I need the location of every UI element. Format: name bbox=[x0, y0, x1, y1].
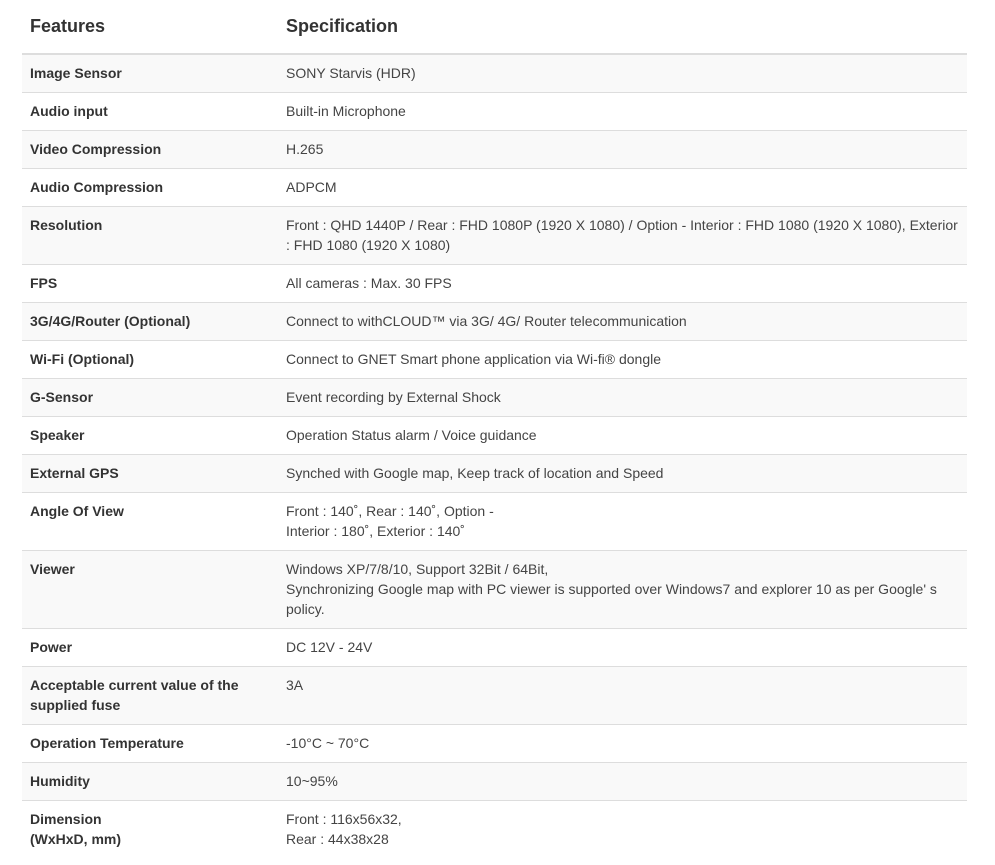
table-row bbox=[22, 131, 967, 169]
spec-value: Connect to withCLOUD™ via 3G/ 4G/ Router telecommunication bbox=[278, 303, 967, 341]
feature-label: Video Compression bbox=[22, 131, 278, 169]
feature-label: Audio Compression bbox=[22, 169, 278, 207]
feature-label: FPS bbox=[22, 265, 278, 303]
features-heading: Features bbox=[22, 0, 278, 54]
spec-value: SONY Starvis (HDR) bbox=[278, 54, 967, 93]
spec-value: Front : 116x56x32, Rear : 44x38x28 bbox=[278, 801, 967, 859]
feature-label: Wi-Fi (Optional) bbox=[22, 341, 278, 379]
spec-value: Front : QHD 1440P / Rear : FHD 1080P (1920 X 1080) / Option - Interior : FHD 1080 (1920 X 1080), Exterior : FHD 1080 (1920 X 1080) bbox=[278, 207, 967, 265]
table-row bbox=[22, 379, 967, 417]
spec-value: Connect to GNET Smart phone application via Wi-fi® dongle bbox=[278, 341, 967, 379]
spec-value: Synched with Google map, Keep track of location and Speed bbox=[278, 455, 967, 493]
feature-label: 3G/4G/Router (Optional) bbox=[22, 303, 278, 341]
table-row bbox=[22, 725, 967, 763]
spec-table-header bbox=[22, 0, 967, 54]
table-row bbox=[22, 54, 967, 93]
spec-value: 3A bbox=[278, 667, 967, 725]
feature-label: Acceptable current value of the supplied fuse bbox=[22, 667, 278, 725]
table-row bbox=[22, 169, 967, 207]
table-row bbox=[22, 417, 967, 455]
feature-label: Audio input bbox=[22, 93, 278, 131]
spec-value: ADPCM bbox=[278, 169, 967, 207]
feature-label: Speaker bbox=[22, 417, 278, 455]
table-row bbox=[22, 667, 967, 725]
table-row bbox=[22, 801, 967, 859]
feature-label: External GPS bbox=[22, 455, 278, 493]
feature-label: Resolution bbox=[22, 207, 278, 265]
spec-value: Front : 140˚, Rear : 140˚, Option - Interior : 180˚, Exterior : 140˚ bbox=[278, 493, 967, 551]
feature-label: Angle Of View bbox=[22, 493, 278, 551]
table-row bbox=[22, 551, 967, 629]
spec-value: All cameras : Max. 30 FPS bbox=[278, 265, 967, 303]
header-row bbox=[22, 0, 967, 54]
table-row bbox=[22, 629, 967, 667]
feature-label: Operation Temperature bbox=[22, 725, 278, 763]
spec-value: DC 12V - 24V bbox=[278, 629, 967, 667]
table-row bbox=[22, 93, 967, 131]
spec-value: Built-in Microphone bbox=[278, 93, 967, 131]
specification-heading: Specification bbox=[278, 0, 967, 54]
spec-value: 10~95% bbox=[278, 763, 967, 801]
spec-value: -10°C ~ 70°C bbox=[278, 725, 967, 763]
table-row bbox=[22, 303, 967, 341]
spec-value: Windows XP/7/8/10, Support 32Bit / 64Bit, Synchronizing Google map with PC viewer is supported over Windows7 and explorer 10 as per Google' s policy. bbox=[278, 551, 967, 629]
spec-table-body bbox=[22, 54, 967, 858]
table-row bbox=[22, 493, 967, 551]
spec-value: Event recording by External Shock bbox=[278, 379, 967, 417]
spec-value: H.265 bbox=[278, 131, 967, 169]
table-row bbox=[22, 763, 967, 801]
table-row bbox=[22, 265, 967, 303]
feature-label: Humidity bbox=[22, 763, 278, 801]
feature-label: Power bbox=[22, 629, 278, 667]
feature-label: Dimension (WxHxD, mm) bbox=[22, 801, 278, 859]
feature-label: G-Sensor bbox=[22, 379, 278, 417]
table-row bbox=[22, 455, 967, 493]
table-row bbox=[22, 207, 967, 265]
spec-value: Operation Status alarm / Voice guidance bbox=[278, 417, 967, 455]
feature-label: Viewer bbox=[22, 551, 278, 629]
table-row bbox=[22, 341, 967, 379]
feature-label: Image Sensor bbox=[22, 54, 278, 93]
spec-table bbox=[22, 0, 967, 858]
